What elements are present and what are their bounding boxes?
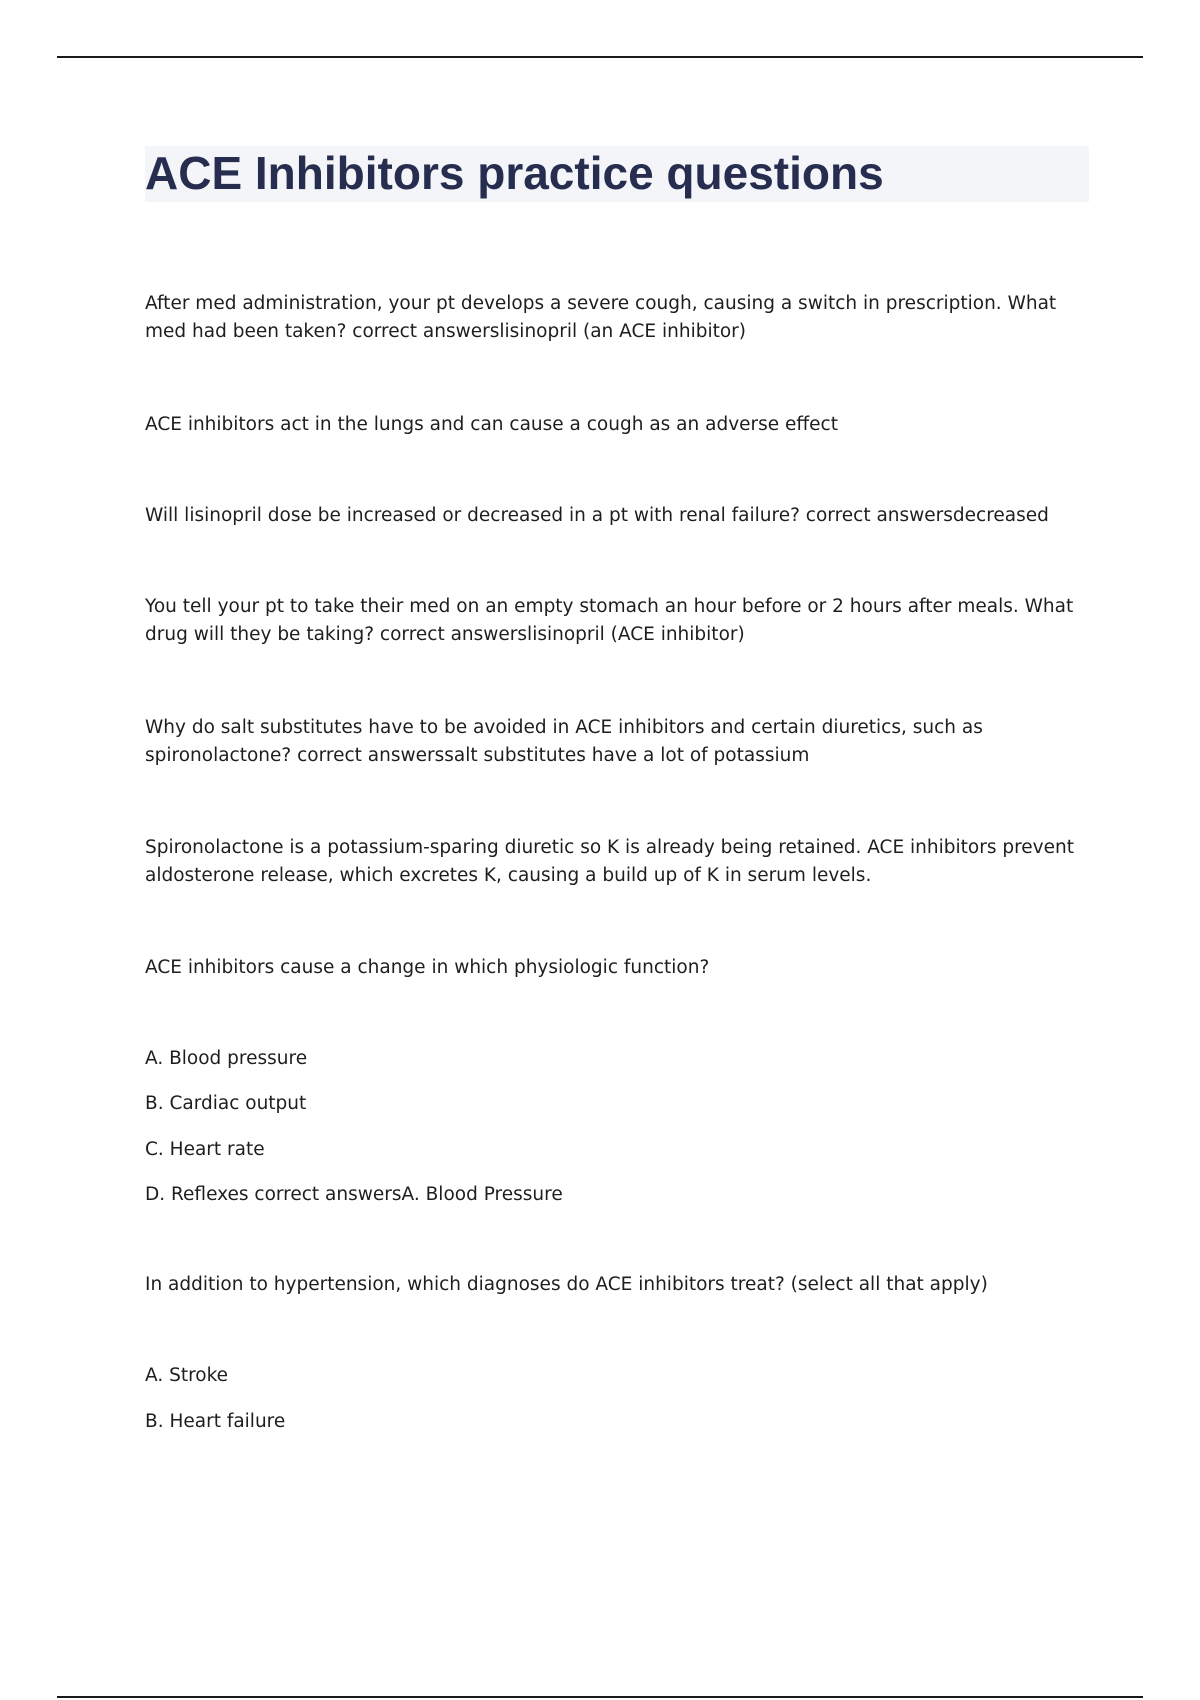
- question2-option-a: A. Stroke: [145, 1365, 229, 1386]
- paragraph-renal-question: Will lisinopril dose be increased or decreased in a pt with renal failure? correct answersdecreased: [145, 505, 1049, 526]
- top-rule: [57, 56, 1143, 58]
- paragraph-spironolactone-explanation: Spironolactone is a potassium-sparing diuretic so K is already being retained. ACE inhibitors prevent aldosterone release, which excretes K, causing a build up of K in serum levels.: [145, 837, 1074, 886]
- paragraph-physiologic-question: ACE inhibitors cause a change in which physiologic function?: [145, 957, 710, 978]
- question1-option-b: B. Cardiac output: [145, 1093, 307, 1114]
- bottom-rule: [57, 1696, 1143, 1698]
- question1-option-a: A. Blood pressure: [145, 1048, 308, 1069]
- paragraph-diagnoses-question: In addition to hypertension, which diagnoses do ACE inhibitors treat? (select all that apply): [145, 1274, 988, 1295]
- paragraph-salt-question: Why do salt substitutes have to be avoided in ACE inhibitors and certain diuretics, such as spironolactone? correct answerssalt substitutes have a lot of potassium: [145, 717, 983, 766]
- paragraph-cough-question: After med administration, your pt develops a severe cough, causing a switch in prescription. What med had been taken? correct answerslisinopril (an ACE inhibitor): [145, 293, 1057, 342]
- question1-option-d: D. Reflexes correct answersA. Blood Pressure: [145, 1184, 563, 1205]
- question1-option-c: C. Heart rate: [145, 1139, 265, 1160]
- paragraph-cough-explanation: ACE inhibitors act in the lungs and can cause a cough as an adverse effect: [145, 414, 838, 435]
- question2-option-b: B. Heart failure: [145, 1411, 286, 1432]
- paragraph-empty-stomach-question: You tell your pt to take their med on an empty stomach an hour before or 2 hours after meals. What drug will they be taking? correct answerslisinopril (ACE inhibitor): [145, 596, 1074, 645]
- page-title: ACE Inhibitors practice questions: [145, 147, 884, 199]
